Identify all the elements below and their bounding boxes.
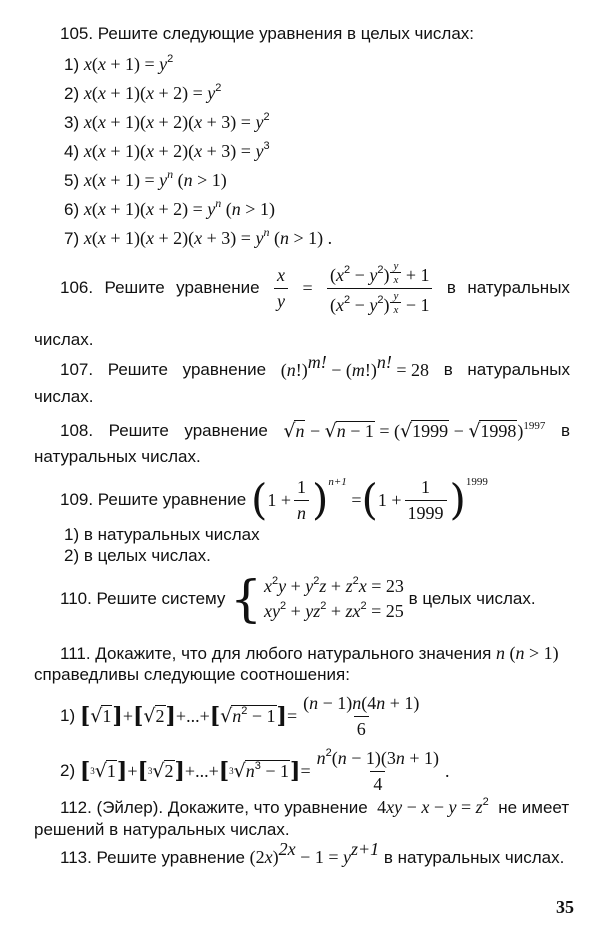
- problem-105-title: 105. Решите следующие уравнения в целых числах:: [60, 24, 475, 43]
- eq-108: $√n - √n - 1 = (√1999 - √1998)^{1997}$: [283, 420, 546, 442]
- problem-110: 110. Решите систему { $x^2y + y^2z + z^2x = 23$ $xy^2 + yz^2 + zx^2 = 25$ в целых числах.: [60, 570, 536, 628]
- page-number: 35: [556, 897, 574, 917]
- eq-107: $(n!)^{m!} - (m!)^{n!} = 28$: [280, 351, 430, 380]
- problem-113: 113. Решите уравнение $(2x)^{2x} - 1 = y^{z+1}$ в натуральных числах.: [60, 839, 565, 867]
- eq-109: ( 1 + $\frac{1}{n}$ ) $^{n+1}$ = ( 1 + $\frac{1}{1999}$ ) $^{1999}$: [250, 475, 488, 524]
- problem-106: 106. Решите уравнение $\frac{x}{y}$ = $(x^2 - y^2)$ $\frac{y}{x}$ + 1 $(x^2 - y^2)$ $\frac{y}{x}$ − 1 в натуральных: [60, 259, 570, 316]
- problem-107-tail: числах.: [34, 387, 94, 406]
- problem-109-option-1: 1) в натуральных числах: [64, 525, 260, 544]
- eq-105-6: 6) $x(x + 1)(x + 2) = y^n$ (n > 1): [64, 196, 275, 219]
- problem-108-tail: натуральных числах.: [34, 447, 201, 466]
- eq-111-1: 1) [ √ 1 ] + [ √ 2 ] +...+ [ √ $n^2 - 1$ ] = $\frac{(n - 1)n(4n + 1)}{6}$: [60, 692, 420, 739]
- eq-105-7: 7) $x(x + 1)(x + 2)(x + 3) = y^n$ (n > 1) .: [64, 225, 333, 248]
- eq-105-4: 4) $x(x + 1)(x + 2)(x + 3) = y^3$: [64, 140, 270, 161]
- eq-105-1: 1) $x(x + 1) = y^2$: [64, 53, 174, 74]
- eq-106-right-fraction: $(x^2 - y^2)$ $\frac{y}{x}$ + 1 $(x^2 - y^2)$ $\frac{y}{x}$ − 1: [327, 261, 432, 316]
- eq-105-3: 3) $x(x + 1)(x + 2)(x + 3) = y^2$: [64, 111, 270, 132]
- problem-109-option-2: 2) в целых числах.: [64, 546, 211, 565]
- problem-109: 109. Решите уравнение ( 1 + $\frac{1}{n}$ ) $^{n+1}$ = ( 1 + $\frac{1}{1999}$ ) $^{1999}$: [60, 475, 488, 524]
- problem-107: 107. Решите уравнение $(n!)^{m!} - (m!)^{n!} = 28$ в натуральных: [60, 351, 570, 380]
- eq-110-system: { $x^2y + y^2z + z^2x = 23$ $xy^2 + yz^2 + zx^2 = 25$: [230, 570, 404, 628]
- eq-105-2: 2) $x(x + 1)(x + 2) = y^2$: [64, 82, 222, 103]
- problem-112-line-1: 112. (Эйлер). Докажите, что уравнение $4xy - x - y = z^2$ не имеет: [60, 796, 570, 817]
- problem-112-line-2: решений в натуральных числах.: [34, 820, 290, 839]
- problem-111-line-2: справедливы следующие соотношения:: [34, 665, 350, 684]
- eq-111-2: 2) [ 3 √ 1 ] + [ 3 √ 2 ] +...+ [ 3 √ $n^3 - 1$ ] = $\frac{n^2(n - 1)(3n + 1)}{4}$ .: [60, 746, 450, 794]
- problem-111-line-1: 111. Докажите, что для любого натурального значения n (n > 1): [60, 643, 559, 663]
- problem-106-tail: числах.: [34, 330, 94, 349]
- eq-106-left-fraction: $\frac{x}{y}$: [274, 265, 288, 312]
- eq-105-5: 5) $x(x + 1) = y^n$ (n > 1): [64, 167, 227, 190]
- problem-108: 108. Решите уравнение $√n - √n - 1 = (√1999 - √1998)^{1997}$ в: [60, 420, 570, 442]
